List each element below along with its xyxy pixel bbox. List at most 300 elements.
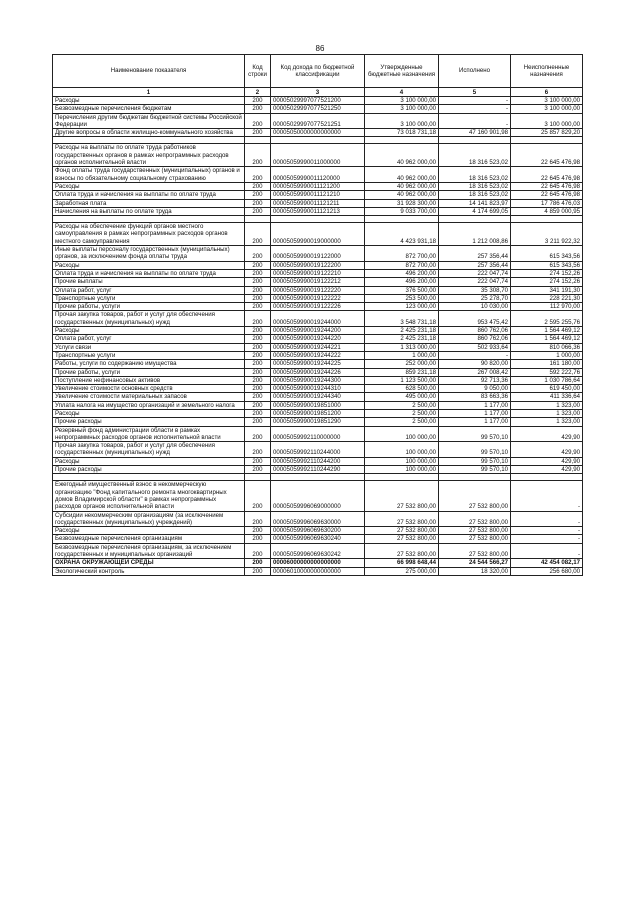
row-name: Начисления на выплаты по оплате труда xyxy=(53,207,245,215)
row-executed: 18 316 523,02 xyxy=(439,167,511,183)
row-income-code: 00005059990019244225 xyxy=(271,360,365,368)
table-row xyxy=(53,511,583,527)
row-income-code: 00005059996069630240 xyxy=(271,535,365,543)
row-name: Увеличение стоимости основных средств xyxy=(53,385,245,393)
table-row xyxy=(53,426,583,442)
row-name: Расходы на обеспечение функций органов местного самоуправления в рамках непрограммных расходов органов местного самоуправления xyxy=(53,223,245,246)
row-code: 200 xyxy=(245,129,271,137)
row-income-code: 00005059990019851290 xyxy=(271,418,365,426)
header-income-code: Код дохода по бюджетной классификации xyxy=(271,55,365,88)
column-number-row xyxy=(53,88,583,97)
row-name: Прочие работы, услуги xyxy=(53,368,245,376)
row-executed: 222 047,74 xyxy=(439,269,511,277)
spacer-cell xyxy=(511,216,583,223)
table-row xyxy=(53,294,583,302)
row-code: 200 xyxy=(245,567,271,575)
row-approved: 9 033 700,00 xyxy=(365,207,439,215)
row-executed: 4 174 699,05 xyxy=(439,207,511,215)
table-row xyxy=(53,261,583,269)
header-row-code: Код строки xyxy=(245,55,271,88)
table-row xyxy=(53,409,583,417)
row-unexecuted: 3 100 000,00 xyxy=(511,105,583,113)
row-name: Расходы xyxy=(53,527,245,535)
row-approved: 27 532 800,00 xyxy=(365,543,439,559)
spacer-cell xyxy=(271,474,365,481)
row-code: 200 xyxy=(245,327,271,335)
row-executed: 27 532 800,00 xyxy=(439,535,511,543)
table-row xyxy=(53,385,583,393)
row-code: 200 xyxy=(245,286,271,294)
row-approved: 376 500,00 xyxy=(365,286,439,294)
row-unexecuted: - xyxy=(511,511,583,527)
row-approved: 27 532 800,00 xyxy=(365,481,439,511)
row-name: Заработная плата xyxy=(53,199,245,207)
row-income-code: 00005059990019244226 xyxy=(271,368,365,376)
row-approved: 496 200,00 xyxy=(365,278,439,286)
row-approved: 3 548 731,18 xyxy=(365,311,439,327)
row-approved: 1 123 500,00 xyxy=(365,376,439,384)
row-unexecuted: 3 211 922,32 xyxy=(511,223,583,246)
row-income-code: 00005059990011121200 xyxy=(271,182,365,190)
row-income-code: 00005059990019244300 xyxy=(271,376,365,384)
row-income-code: 00005059992110244000 xyxy=(271,442,365,458)
row-executed: 25 278,70 xyxy=(439,294,511,302)
row-executed: 47 160 901,98 xyxy=(439,129,511,137)
row-name: Уплата налога на имущество организаций и земельного налога xyxy=(53,401,245,409)
row-approved: 40 962 000,00 xyxy=(365,191,439,199)
row-name: Прочие расходы xyxy=(53,418,245,426)
row-income-code: 00005059990019122212 xyxy=(271,278,365,286)
row-approved: 3 100 000,00 xyxy=(365,97,439,105)
row-executed: 83 663,36 xyxy=(439,393,511,401)
table-row xyxy=(53,442,583,458)
row-executed: 90 820,00 xyxy=(439,360,511,368)
row-name: Транспортные услуги xyxy=(53,294,245,302)
row-executed: 1 177,00 xyxy=(439,418,511,426)
row-executed: 99 570,10 xyxy=(439,466,511,474)
row-approved: 31 928 300,00 xyxy=(365,199,439,207)
table-row xyxy=(53,567,583,575)
row-approved: 40 962 000,00 xyxy=(365,144,439,167)
row-approved: 40 962 000,00 xyxy=(365,167,439,183)
row-income-code: 00005059996069630242 xyxy=(271,543,365,559)
row-approved: 252 000,00 xyxy=(365,360,439,368)
row-code: 200 xyxy=(245,543,271,559)
row-code: 200 xyxy=(245,246,271,262)
spacer-cell xyxy=(439,474,511,481)
row-code: 200 xyxy=(245,167,271,183)
row-code: 200 xyxy=(245,223,271,246)
row-code: 200 xyxy=(245,105,271,113)
row-executed: 860 762,06 xyxy=(439,327,511,335)
row-executed: 99 570,10 xyxy=(439,457,511,465)
header-approved: Утвержденные бюджетные назначения xyxy=(365,55,439,88)
table-row xyxy=(53,269,583,277)
table-row xyxy=(53,401,583,409)
table-row xyxy=(53,327,583,335)
row-name: Прочая закупка товаров, работ и услуг для обеспечения государственных (муниципальных) нужд xyxy=(53,311,245,327)
spacer-cell xyxy=(439,216,511,223)
table-row xyxy=(53,311,583,327)
spacer-cell xyxy=(271,137,365,144)
row-name: Иные выплаты персоналу государственных (муниципальных) органов, за исключением фонда оплаты труда xyxy=(53,246,245,262)
row-code: 200 xyxy=(245,351,271,359)
row-code: 200 xyxy=(245,294,271,302)
row-income-code: 00005059990019122200 xyxy=(271,261,365,269)
row-code: 200 xyxy=(245,409,271,417)
row-approved: 27 532 800,00 xyxy=(365,511,439,527)
spacer-cell xyxy=(511,137,583,144)
table-row xyxy=(53,393,583,401)
row-name: Субсидии некоммерческим организациям (за исключением государственных (муниципальных) учреждений) xyxy=(53,511,245,527)
row-executed: 860 762,06 xyxy=(439,335,511,343)
row-executed: 18 316 523,02 xyxy=(439,144,511,167)
row-income-code: 00005059990019000000 xyxy=(271,223,365,246)
row-income-code: 00005059990019851200 xyxy=(271,409,365,417)
row-name: Расходы на выплаты по оплате труда работников государственных органов в рамках непрограммных расходов органов исполнительной власти xyxy=(53,144,245,167)
row-income-code: 00006010000000000000 xyxy=(271,567,365,575)
row-unexecuted: 429,90 xyxy=(511,442,583,458)
row-unexecuted: 1 323,00 xyxy=(511,409,583,417)
header-unexecuted: Неисполненные назначения xyxy=(511,55,583,88)
row-approved: 73 018 731,18 xyxy=(365,129,439,137)
row-executed: 27 532 800,00 xyxy=(439,543,511,559)
row-approved: 3 100 000,00 xyxy=(365,113,439,129)
spacer-cell xyxy=(365,474,439,481)
row-executed: 99 570,10 xyxy=(439,442,511,458)
row-code: 200 xyxy=(245,335,271,343)
row-name: Перечисления другим бюджетам бюджетной системы Российской Федерации xyxy=(53,113,245,129)
budget-execution-table xyxy=(52,54,583,576)
row-executed: 18 316 523,02 xyxy=(439,182,511,190)
row-name: Другие вопросы в области жилищно-коммунального хозяйства xyxy=(53,129,245,137)
row-unexecuted: 274 152,26 xyxy=(511,278,583,286)
spacer-cell xyxy=(245,474,271,481)
row-code: 200 xyxy=(245,385,271,393)
row-unexecuted: 17 786 476,03 xyxy=(511,199,583,207)
row-approved: 100 000,00 xyxy=(365,466,439,474)
page-number: 86 xyxy=(315,44,325,53)
row-executed: 99 570,10 xyxy=(439,426,511,442)
row-code: 200 xyxy=(245,303,271,311)
row-approved: 628 500,00 xyxy=(365,385,439,393)
row-unexecuted: 161 180,00 xyxy=(511,360,583,368)
row-name: Безвозмездные перечисления организациям xyxy=(53,535,245,543)
table-row xyxy=(53,278,583,286)
row-income-code: 00005059990019244310 xyxy=(271,385,365,393)
table-row xyxy=(53,343,583,351)
row-code: 200 xyxy=(245,457,271,465)
row-executed: 502 933,64 xyxy=(439,343,511,351)
row-approved: 872 700,00 xyxy=(365,261,439,269)
table-row xyxy=(53,376,583,384)
row-code: 200 xyxy=(245,207,271,215)
table-row xyxy=(53,199,583,207)
row-name: Оплата работ, услуг xyxy=(53,335,245,343)
row-executed: 10 030,00 xyxy=(439,303,511,311)
row-unexecuted: 592 222,76 xyxy=(511,368,583,376)
row-executed: - xyxy=(439,351,511,359)
spacer-row xyxy=(53,216,583,223)
row-executed: 18 320,00 xyxy=(439,567,511,575)
row-approved: 1 313 000,00 xyxy=(365,343,439,351)
row-approved: 100 000,00 xyxy=(365,457,439,465)
row-unexecuted: 619 450,00 xyxy=(511,385,583,393)
column-number: 1 xyxy=(53,88,245,97)
row-unexecuted: 256 680,00 xyxy=(511,567,583,575)
row-executed: - xyxy=(439,97,511,105)
row-code: 200 xyxy=(245,511,271,527)
row-name: Расходы xyxy=(53,409,245,417)
row-unexecuted: 1 564 469,12 xyxy=(511,327,583,335)
row-unexecuted: 429,90 xyxy=(511,426,583,442)
table-row xyxy=(53,335,583,343)
row-unexecuted: 22 645 476,98 xyxy=(511,191,583,199)
column-number: 3 xyxy=(271,88,365,97)
row-approved: 496 200,00 xyxy=(365,269,439,277)
table-row xyxy=(53,303,583,311)
row-executed: 27 532 800,00 xyxy=(439,481,511,511)
row-code: 200 xyxy=(245,426,271,442)
row-income-code: 00005029997077521251 xyxy=(271,113,365,129)
spacer-cell xyxy=(271,216,365,223)
row-executed: 1 212 008,86 xyxy=(439,223,511,246)
row-executed: 27 532 800,00 xyxy=(439,527,511,535)
row-code: 200 xyxy=(245,401,271,409)
row-income-code: 00005059992110244290 xyxy=(271,466,365,474)
table-row xyxy=(53,223,583,246)
row-approved: 495 000,00 xyxy=(365,393,439,401)
row-income-code: 00005059990019244220 xyxy=(271,335,365,343)
row-unexecuted: 112 970,00 xyxy=(511,303,583,311)
row-approved: 2 500,00 xyxy=(365,401,439,409)
row-code: 200 xyxy=(245,393,271,401)
header-executed: Исполнено xyxy=(439,55,511,88)
row-income-code: 00005050000000000000 xyxy=(271,129,365,137)
row-unexecuted: 429,90 xyxy=(511,457,583,465)
row-unexecuted: - xyxy=(511,527,583,535)
row-executed: 257 356,44 xyxy=(439,261,511,269)
row-unexecuted: 810 066,36 xyxy=(511,343,583,351)
row-income-code: 00005059990019244340 xyxy=(271,393,365,401)
row-income-code: 00005059990011121213 xyxy=(271,207,365,215)
spacer-row xyxy=(53,137,583,144)
row-name: Прочие расходы xyxy=(53,466,245,474)
row-executed: 18 316 523,02 xyxy=(439,191,511,199)
table-row xyxy=(53,543,583,559)
row-executed: 1 177,00 xyxy=(439,401,511,409)
table-row xyxy=(53,527,583,535)
row-unexecuted: - xyxy=(511,535,583,543)
row-unexecuted: 2 595 255,76 xyxy=(511,311,583,327)
table-row xyxy=(53,481,583,511)
row-income-code: 00005059990019244200 xyxy=(271,327,365,335)
row-unexecuted: 615 343,56 xyxy=(511,261,583,269)
row-code: 200 xyxy=(245,376,271,384)
row-approved: 123 000,00 xyxy=(365,303,439,311)
row-name: Резервный фонд администрации области в рамках непрограммных расходов органов исполнительной власти xyxy=(53,426,245,442)
table-row xyxy=(53,105,583,113)
table-row xyxy=(53,129,583,137)
row-name: Прочие работы, услуги xyxy=(53,303,245,311)
row-unexecuted: 22 645 476,98 xyxy=(511,167,583,183)
table-row xyxy=(53,351,583,359)
spacer-cell xyxy=(53,474,245,481)
row-approved: 3 100 000,00 xyxy=(365,105,439,113)
spacer-cell xyxy=(245,216,271,223)
row-income-code: 00005059990019244000 xyxy=(271,311,365,327)
table-row xyxy=(53,191,583,199)
row-name: Расходы xyxy=(53,457,245,465)
row-executed: 92 713,36 xyxy=(439,376,511,384)
table-row xyxy=(53,535,583,543)
row-income-code: 00005059990019122000 xyxy=(271,246,365,262)
row-unexecuted: 22 645 476,98 xyxy=(511,182,583,190)
row-executed: 1 177,00 xyxy=(439,409,511,417)
row-unexecuted: 1 564 469,12 xyxy=(511,335,583,343)
row-executed: - xyxy=(439,113,511,129)
row-code: 200 xyxy=(245,311,271,327)
row-income-code: 00006000000000000000 xyxy=(271,559,365,567)
row-income-code: 00005059996069000000 xyxy=(271,481,365,511)
row-income-code: 00005059990019851000 xyxy=(271,401,365,409)
table-row xyxy=(53,457,583,465)
row-name: Расходы xyxy=(53,327,245,335)
row-name: Оплата работ, услуг xyxy=(53,286,245,294)
row-income-code: 00005059990019244222 xyxy=(271,351,365,359)
spacer-cell xyxy=(245,137,271,144)
row-approved: 66 998 648,44 xyxy=(365,559,439,567)
row-name: Фонд оплаты труда государственных (муниципальных) органов и взносы по обязательному социальному страхованию xyxy=(53,167,245,183)
row-approved: 275 000,00 xyxy=(365,567,439,575)
row-unexecuted: 3 100 000,00 xyxy=(511,113,583,129)
row-name: Увеличение стоимости материальных запасов xyxy=(53,393,245,401)
row-unexecuted: 274 152,26 xyxy=(511,269,583,277)
row-name: Оплата труда и начисления на выплаты по оплате труда xyxy=(53,191,245,199)
row-unexecuted: 3 100 000,00 xyxy=(511,97,583,105)
row-income-code: 00005059990011120000 xyxy=(271,167,365,183)
table-body xyxy=(53,97,583,576)
row-executed: 257 356,44 xyxy=(439,246,511,262)
spacer-cell xyxy=(365,216,439,223)
header-row xyxy=(53,55,583,88)
row-code: 200 xyxy=(245,559,271,567)
row-income-code: 00005029997077521200 xyxy=(271,97,365,105)
spacer-cell xyxy=(511,474,583,481)
row-approved: 253 500,00 xyxy=(365,294,439,302)
row-executed: 24 544 566,27 xyxy=(439,559,511,567)
row-unexecuted: 615 343,56 xyxy=(511,246,583,262)
row-unexecuted: 4 859 000,95 xyxy=(511,207,583,215)
row-income-code: 00005029997077521250 xyxy=(271,105,365,113)
row-name: Расходы xyxy=(53,182,245,190)
column-number: 4 xyxy=(365,88,439,97)
row-code: 200 xyxy=(245,97,271,105)
row-executed: 27 532 800,00 xyxy=(439,511,511,527)
table-row xyxy=(53,286,583,294)
row-executed: 9 050,00 xyxy=(439,385,511,393)
table-row xyxy=(53,466,583,474)
table-row xyxy=(53,559,583,567)
row-code: 200 xyxy=(245,199,271,207)
row-name: Экологический контроль xyxy=(53,567,245,575)
row-code: 200 xyxy=(245,113,271,129)
row-unexecuted: 25 857 829,20 xyxy=(511,129,583,137)
row-name: Поступление нефинансовых активов xyxy=(53,376,245,384)
row-income-code: 00005059990019122226 xyxy=(271,303,365,311)
row-approved: 100 000,00 xyxy=(365,426,439,442)
row-income-code: 00005059990011000000 xyxy=(271,144,365,167)
row-name: Расходы xyxy=(53,97,245,105)
spacer-cell xyxy=(53,137,245,144)
row-approved: 40 962 000,00 xyxy=(365,182,439,190)
row-income-code: 00005059990011121210 xyxy=(271,191,365,199)
table-row xyxy=(53,113,583,129)
row-approved: 2 500,00 xyxy=(365,418,439,426)
row-code: 200 xyxy=(245,442,271,458)
row-executed: 222 047,74 xyxy=(439,278,511,286)
row-executed: 35 308,70 xyxy=(439,286,511,294)
row-code: 200 xyxy=(245,182,271,190)
row-approved: 27 532 800,00 xyxy=(365,527,439,535)
row-unexecuted: 1 000,00 xyxy=(511,351,583,359)
row-name: Безвозмездные перечисления бюджетам xyxy=(53,105,245,113)
row-unexecuted: 411 336,64 xyxy=(511,393,583,401)
row-income-code: 00005059990019122210 xyxy=(271,269,365,277)
row-name: Услуги связи xyxy=(53,343,245,351)
spacer-cell xyxy=(365,137,439,144)
row-code: 200 xyxy=(245,269,271,277)
table-row xyxy=(53,368,583,376)
row-code: 200 xyxy=(245,360,271,368)
row-income-code: 00005059992110000000 xyxy=(271,426,365,442)
row-income-code: 00005059990019122222 xyxy=(271,294,365,302)
table-row xyxy=(53,167,583,183)
row-name: Прочая закупка товаров, работ и услуг для обеспечения государственных (муниципальных) нужд xyxy=(53,442,245,458)
row-executed: 267 008,42 xyxy=(439,368,511,376)
row-unexecuted: 228 221,30 xyxy=(511,294,583,302)
column-number: 5 xyxy=(439,88,511,97)
row-income-code: 00005059990019244221 xyxy=(271,343,365,351)
row-unexecuted: 1 323,00 xyxy=(511,401,583,409)
spacer-cell xyxy=(439,137,511,144)
table-row xyxy=(53,360,583,368)
row-income-code: 00005059992110244200 xyxy=(271,457,365,465)
row-approved: 1 000,00 xyxy=(365,351,439,359)
row-name: Работы, услуги по содержанию имущества xyxy=(53,360,245,368)
row-name: Оплата труда и начисления на выплаты по оплате труда xyxy=(53,269,245,277)
row-income-code: 00005059990019122220 xyxy=(271,286,365,294)
table-row xyxy=(53,97,583,105)
row-name: Ежегодный имущественный взнос в некоммерческую организацию "Фонд капитального ремонта многоквартирных домов Владимирской области" в рамках непрограммных расходов органов исполнительной власти xyxy=(53,481,245,511)
spacer-cell xyxy=(53,216,245,223)
row-unexecuted: 1 030 786,64 xyxy=(511,376,583,384)
row-code: 200 xyxy=(245,261,271,269)
row-executed: 14 141 823,97 xyxy=(439,199,511,207)
row-code: 200 xyxy=(245,191,271,199)
row-approved: 2 425 231,18 xyxy=(365,327,439,335)
row-code: 200 xyxy=(245,278,271,286)
row-income-code: 00005059990011121211 xyxy=(271,199,365,207)
row-name: ОХРАНА ОКРУЖАЮЩЕЙ СРЕДЫ xyxy=(53,559,245,567)
row-unexecuted: - xyxy=(511,543,583,559)
row-name: Транспортные услуги xyxy=(53,351,245,359)
row-executed: 953 475,42 xyxy=(439,311,511,327)
row-unexecuted: - xyxy=(511,481,583,511)
row-code: 200 xyxy=(245,368,271,376)
row-income-code: 00005059996069630000 xyxy=(271,511,365,527)
table-row xyxy=(53,418,583,426)
